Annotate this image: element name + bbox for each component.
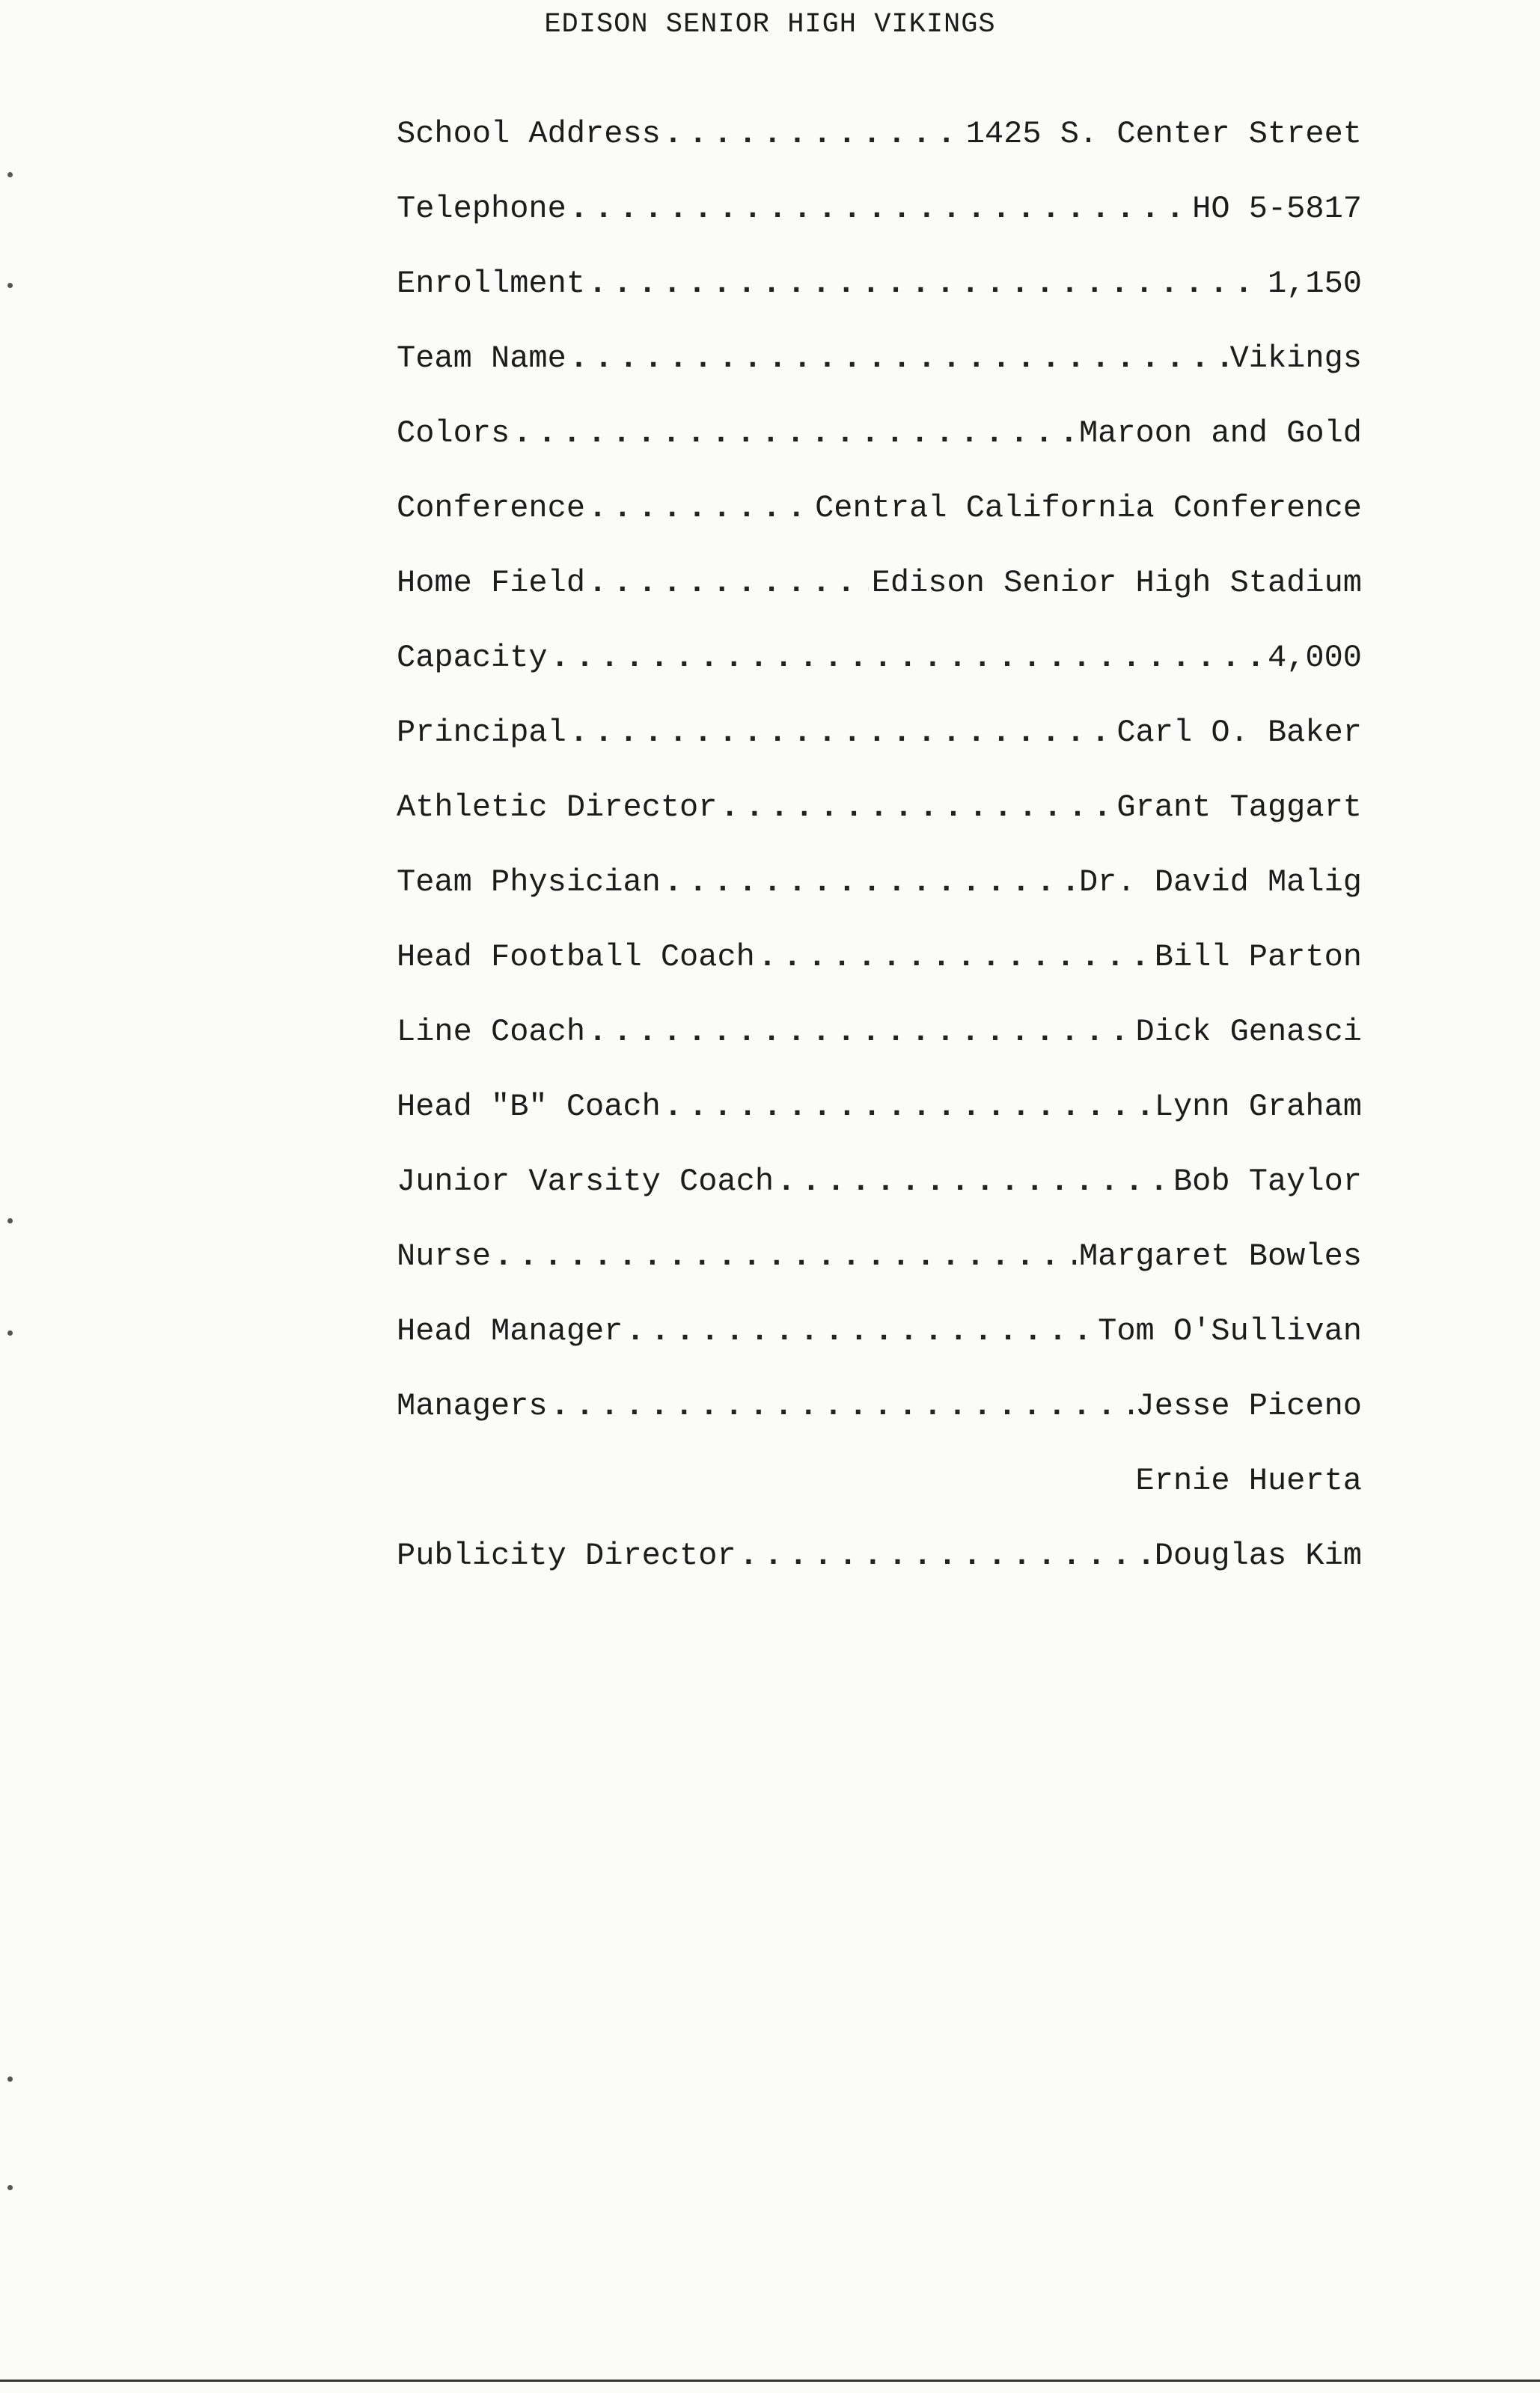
fact-value: HO 5-5817 [1192,191,1362,227]
fact-row-nurse [397,1238,1362,1313]
binder-hole-mark [7,2076,13,2082]
fact-label: Line Coach [397,1014,586,1050]
fact-value: Jesse Piceno [1135,1388,1362,1424]
fact-label: Managers [397,1388,548,1424]
dot-leader [569,340,1227,376]
fact-label: Head Manager [397,1313,623,1349]
fact-row-junior-varsity-coach [397,1164,1362,1238]
dot-leader [664,1089,1152,1125]
dot-leader [588,565,869,601]
fact-row-home-field [397,565,1362,640]
fact-label: Principal [397,715,566,751]
fact-row-managers-continued [397,1463,1362,1538]
fact-row-capacity [397,640,1362,715]
fact-value: 1,150 [1267,266,1362,302]
fact-value: Douglas Kim [1154,1538,1362,1574]
fact-row-managers [397,1388,1362,1463]
binder-hole-mark [7,283,13,288]
fact-value: Margaret Bowles [1078,1238,1362,1274]
fact-label: Enrollment [397,266,586,302]
binder-hole-mark [7,2185,13,2190]
fact-label: Nurse [397,1238,492,1274]
fact-value: 1425 S. Center Street [965,116,1362,152]
fact-row-enrollment [397,266,1362,340]
fact-row-athletic-director [397,789,1362,864]
fact-row-line-coach [397,1014,1362,1089]
fact-label: Publicity Director [397,1538,736,1574]
fact-row-principal [397,715,1362,789]
dot-leader [569,191,1189,227]
binder-hole-mark [7,1218,13,1223]
dot-leader [588,490,812,526]
fact-label: Telephone [397,191,566,227]
fact-value: 4,000 [1267,640,1362,676]
fact-value: Bill Parton [1154,939,1362,975]
fact-value: Dick Genasci [1135,1014,1362,1050]
dot-leader [551,1388,1133,1424]
fact-value: Tom O'Sullivan [1098,1313,1362,1349]
dot-leader [551,640,1265,676]
dot-leader [758,939,1152,975]
fact-label: Home Field [397,565,586,601]
fact-row-team-physician [397,864,1362,939]
dot-leader [720,789,1113,825]
fact-row-conference [397,490,1362,565]
dot-leader [626,1313,1095,1349]
dot-leader [664,864,1076,900]
fact-row-head-football-coach [397,939,1362,1014]
binder-hole-mark [7,172,13,177]
fact-row-publicity-director [397,1538,1362,1613]
dot-leader [569,715,1114,751]
dot-leader [513,415,1076,451]
fact-value: Dr. David Malig [1078,864,1362,900]
dot-leader [664,116,963,152]
fact-value: Lynn Graham [1154,1089,1362,1125]
fact-value: Maroon and Gold [1078,415,1362,451]
dot-leader [588,1014,1133,1050]
fact-label: School Address [397,116,661,152]
fact-row-telephone [397,191,1362,266]
dot-leader [494,1238,1076,1274]
fact-label: Colors [397,415,510,451]
fact-label: Head Football Coach [397,939,755,975]
page-title: EDISON SENIOR HIGH VIKINGS [544,9,996,40]
page-bottom-edge [0,2380,1540,2382]
fact-label: Team Physician [397,864,661,900]
fact-label: Capacity [397,640,548,676]
fact-row-team-name [397,340,1362,415]
dot-leader [588,266,1265,302]
binder-hole-mark [7,1330,13,1336]
fact-row-head-b-coach [397,1089,1362,1164]
fact-value: Vikings [1229,340,1362,376]
fact-label: Team Name [397,340,566,376]
fact-value: Carl O. Baker [1116,715,1362,751]
fact-value: Edison Senior High Stadium [871,565,1362,601]
fact-label: Conference [397,490,586,526]
fact-row-school-address [397,116,1362,191]
dot-leader [739,1538,1152,1574]
fact-row-head-manager [397,1313,1362,1388]
fact-label: Head "B" Coach [397,1089,661,1125]
fact-label: Athletic Director [397,789,718,825]
fact-value: Ernie Huerta [1135,1463,1362,1499]
fact-row-colors [397,415,1362,490]
fact-value: Central California Conference [815,490,1362,526]
fact-label: Junior Varsity Coach [397,1164,774,1199]
fact-list [397,116,1362,1613]
dot-leader [777,1164,1170,1199]
fact-value: Bob Taylor [1173,1164,1362,1199]
fact-value: Grant Taggart [1116,789,1362,825]
